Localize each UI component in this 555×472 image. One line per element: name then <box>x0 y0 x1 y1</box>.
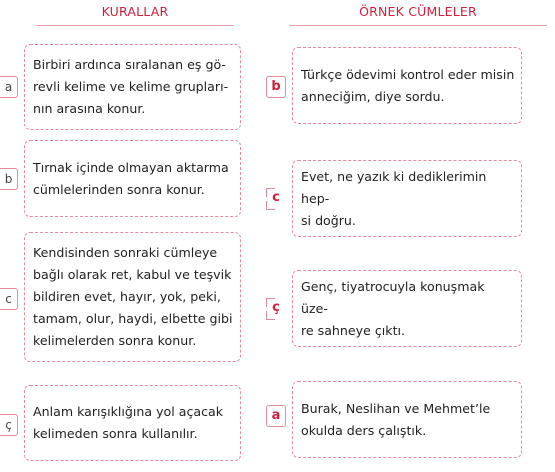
rules-header <box>36 4 234 26</box>
rule-line: kelimelerden sonra konur. <box>33 333 197 348</box>
example-line: re sahneye çıktı. <box>301 322 406 338</box>
rule-letter-c-cedilla: ç <box>0 414 18 436</box>
example-box-1 <box>292 47 522 124</box>
rule-text-c-cedilla <box>33 401 223 445</box>
rule-letter-a: a <box>0 76 18 98</box>
example-text-3 <box>301 276 515 342</box>
rule-line: tamam, olur, haydi, elbette gibi <box>33 311 233 326</box>
rule-text-b <box>33 157 229 201</box>
example-line: si doğru. <box>301 212 356 228</box>
example-answer-4[interactable]: a <box>266 405 286 427</box>
example-line: Evet, ne yazık ki dediklerimin hep- <box>301 168 487 206</box>
example-answer-3[interactable]: ç <box>266 298 286 320</box>
example-line: anneciğim, diye sordu. <box>301 88 445 104</box>
example-box-4 <box>292 381 522 458</box>
rules-header-underline <box>36 25 234 26</box>
examples-header-title: ÖRNEK CÜMLELER <box>359 4 477 19</box>
example-line: Burak, Neslihan ve Mehmet’le <box>301 400 491 416</box>
example-box-3 <box>292 270 522 347</box>
rule-line: Kendisinden sonraki cümleye <box>33 245 218 260</box>
example-box-2 <box>292 160 522 237</box>
rule-text-a <box>33 54 228 120</box>
rule-line: nın arasına konur. <box>33 101 146 116</box>
example-line: Türkçe ödevimi kontrol eder misin <box>301 66 515 82</box>
rule-box-a <box>24 44 241 130</box>
rule-line: bildiren evet, hayır, yok, peki, <box>33 289 221 304</box>
rule-text-c <box>33 242 233 352</box>
example-text-2 <box>301 166 515 232</box>
rule-box-c-cedilla <box>24 385 241 461</box>
example-text-1 <box>301 64 514 108</box>
rule-line: cümlelerinden sonra konur. <box>33 181 205 197</box>
rule-letter-b: b <box>0 168 18 190</box>
examples-header-underline <box>289 25 547 26</box>
rule-box-c <box>24 232 241 362</box>
rules-header-title: KURALLAR <box>101 4 169 19</box>
example-line: Genç, tiyatrocuyla konuşmak üze- <box>301 278 485 316</box>
example-answer-2[interactable]: c <box>266 188 286 210</box>
example-line: okulda ders çalıştık. <box>301 422 427 438</box>
rule-letter-c: c <box>0 288 18 310</box>
rule-line: revli kelime ve kelime grupları- <box>33 79 229 94</box>
rule-line: Anlam karışıklığına yol açacak <box>33 404 224 419</box>
example-answer-1[interactable]: b <box>266 76 286 98</box>
rule-line: kelimeden sonra kullanılır. <box>33 426 198 441</box>
rule-box-b <box>24 140 241 217</box>
examples-header <box>289 4 547 26</box>
example-text-4 <box>301 398 490 442</box>
rule-line: Birbiri ardınca sıralanan eş gö- <box>33 57 226 72</box>
rule-line: bağlı olarak ret, kabul ve teşvik <box>33 267 232 282</box>
rule-line: Tırnak içinde olmayan aktarma <box>33 159 229 175</box>
